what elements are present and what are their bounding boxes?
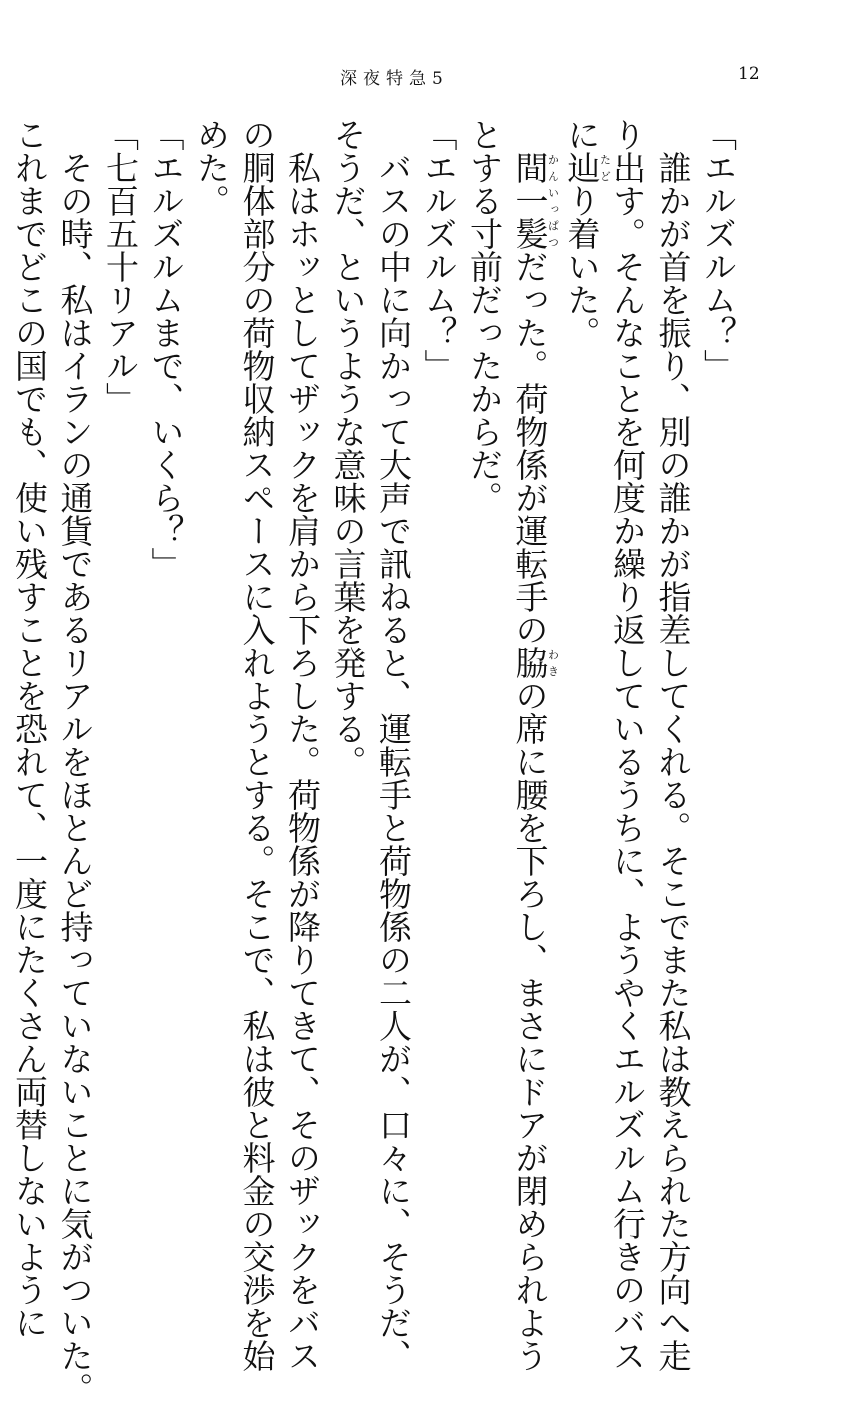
paragraph-line: これまでどこの国でも、使い残すことを恐れて、一度にたくさん両替しないように xyxy=(10,118,49,1339)
paragraph-line: めた。 xyxy=(192,118,231,217)
dialogue-line: 「エルズルム？」 xyxy=(699,118,738,382)
paragraph xyxy=(559,118,696,1372)
furigana: かんいっぱつ xyxy=(546,151,560,250)
dialogue-line: 「七百五十リアル」 xyxy=(101,118,140,415)
body-text xyxy=(10,118,741,1405)
dialogue-line: 「エルズルムまで、いくら？」 xyxy=(146,118,186,580)
dialogue-line: 「エルズルム？」 xyxy=(419,118,459,382)
paragraph-line: そうだ、というような意味の言葉を発する。 xyxy=(328,118,368,778)
ruby-word: 間一髪かんいっぱつ xyxy=(510,151,560,250)
paragraph xyxy=(462,118,560,1372)
ruby-word: 辿たど xyxy=(562,151,612,184)
text-run: とする寸前だったからだ。 xyxy=(465,118,504,514)
ruby-word: 脇わき xyxy=(510,646,560,679)
furigana: わき xyxy=(546,646,560,679)
paragraph: 私はホッとしてザックを肩から下ろした。荷物係が降りてきて、そのザックをバス xyxy=(283,151,322,1372)
paragraph: その時、私はイランの通貨であるリアルをほとんど持っていないことに気がついた。 xyxy=(55,151,95,1405)
text-run: の席に腰を下ろし、まさにドアが閉められよう xyxy=(510,679,550,1372)
text-run: り着いた。 xyxy=(562,184,602,349)
text-run: に xyxy=(562,118,602,151)
paragraph: バスの中に向かって大声で訊ねると、運転手と荷物係の二人が、口々に、そうだ、 xyxy=(374,151,413,1372)
text-run: 誰かが首を振り、別の誰かが指差してくれる。そこでまた私は教えられた方向へ走 xyxy=(653,151,693,1372)
text-run: だった。荷物係が運転手の xyxy=(510,250,550,646)
page-number: 12 xyxy=(738,64,760,84)
paragraph-line: の胴体部分の荷物収納スペースに入れようとする。そこで、私は彼と料金の交渉を始 xyxy=(237,118,277,1372)
running-header: 深夜特急5 xyxy=(340,69,449,89)
text-run: り出す。そんなことを何度か繰り返しているうちに、ようやくエルズルム行きのバス xyxy=(608,118,647,1372)
furigana: たど xyxy=(598,151,612,184)
